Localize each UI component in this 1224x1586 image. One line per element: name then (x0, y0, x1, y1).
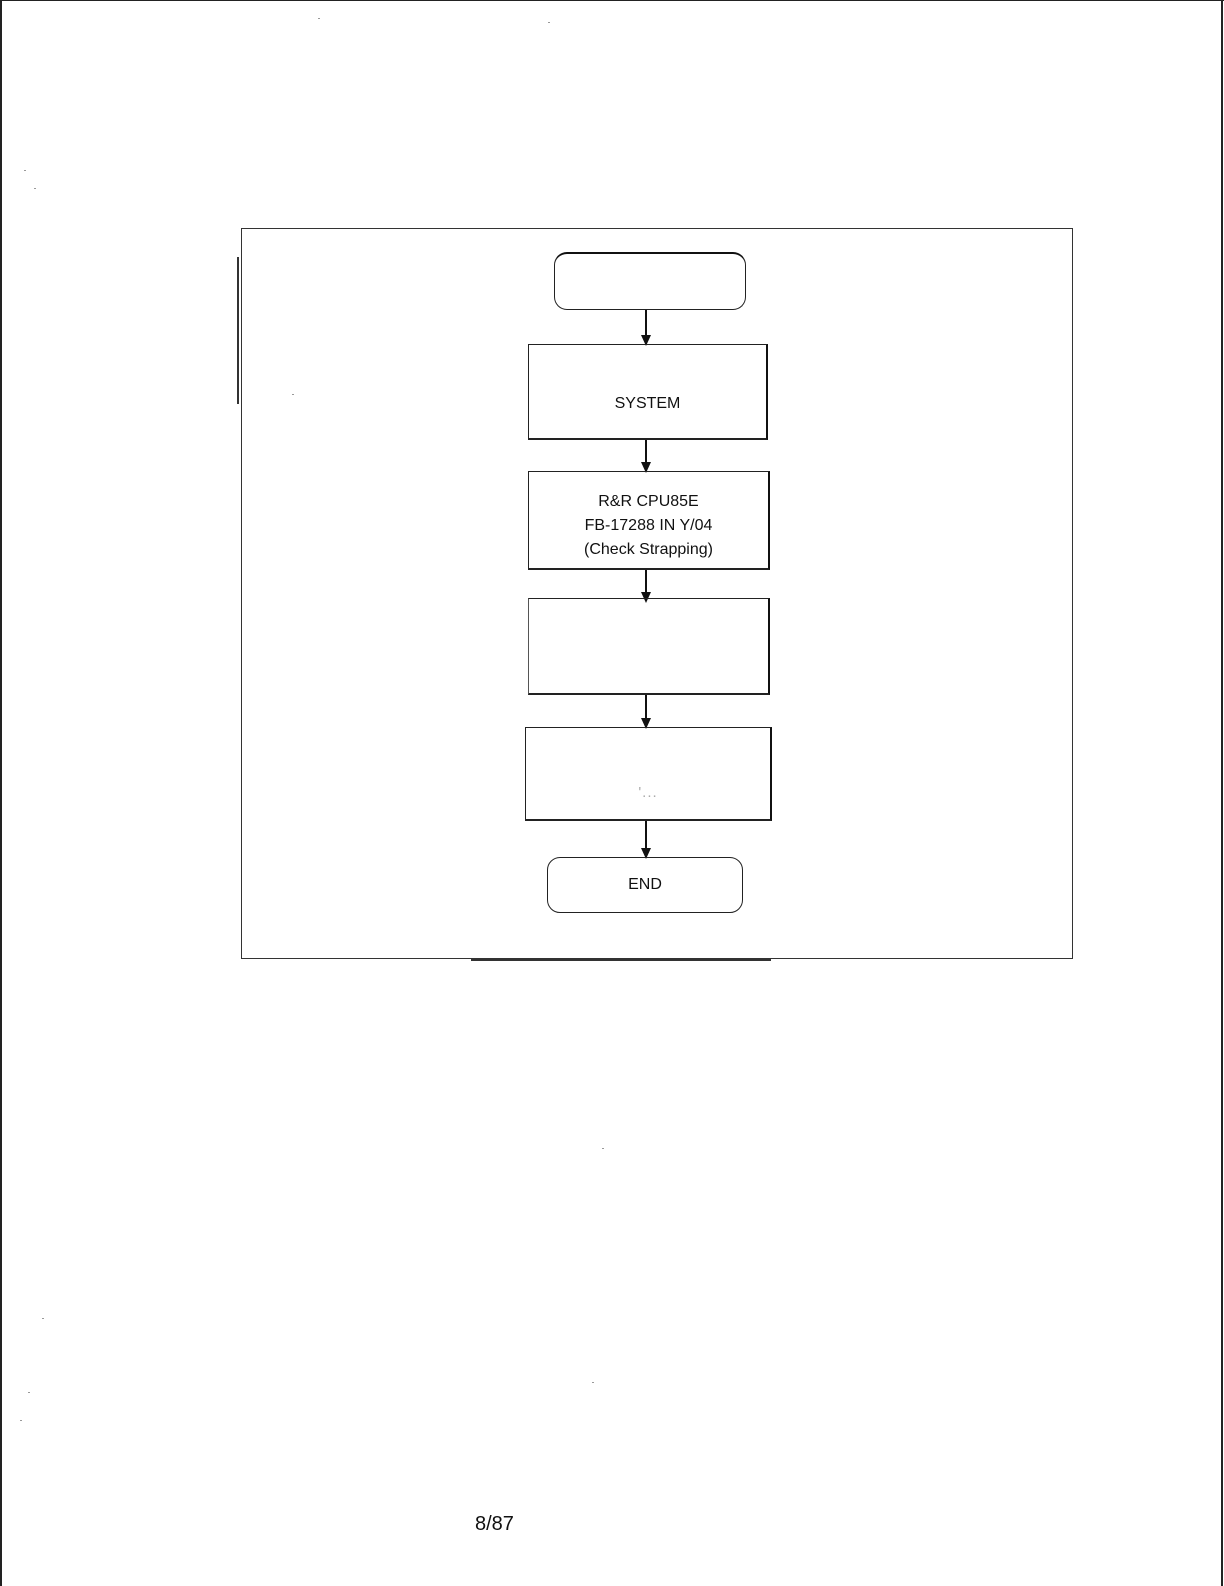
scan-speck (602, 1148, 604, 1149)
faded-step-label: '... (638, 784, 658, 801)
scan-speck (24, 170, 26, 171)
scan-speck (592, 1382, 594, 1383)
scan-speck (28, 1392, 30, 1393)
scan-speck (34, 188, 36, 189)
replace-cpu-line-3: (Check Strapping) (584, 541, 713, 558)
start-terminal (554, 252, 746, 310)
scan-speck (292, 394, 294, 395)
end-terminal (547, 857, 743, 913)
scan-speck (42, 1318, 44, 1319)
replace-cpu-line-2: FB-17288 IN Y/04 (584, 517, 713, 534)
arrow-start-to-system (645, 310, 647, 344)
arrow-cpu-to-step3 (645, 570, 647, 601)
page-right-border (1221, 0, 1223, 1586)
page-left-border (0, 0, 2, 1586)
end-terminal-label: END (628, 876, 662, 893)
system-step-label: SYSTEM (614, 394, 681, 412)
replace-cpu-step-box (528, 471, 770, 570)
replace-cpu-line-1: R&R CPU85E (598, 493, 699, 510)
flowchart-frame (241, 228, 1073, 959)
frame-bottom-mark (471, 959, 771, 961)
scan-speck (20, 1420, 22, 1421)
scan-speck (318, 18, 320, 19)
faded-step-box (525, 727, 772, 821)
scan-speck (548, 22, 550, 23)
page-top-border (0, 0, 1224, 1)
arrow-step3-to-step4 (645, 695, 647, 727)
frame-left-mark (237, 257, 239, 404)
system-step-box (528, 344, 768, 440)
page-footer-date: 8/87 (475, 1513, 514, 1535)
arrow-system-to-cpu (645, 440, 647, 471)
blank-step-box (528, 598, 770, 695)
arrow-step4-to-end (645, 821, 647, 857)
